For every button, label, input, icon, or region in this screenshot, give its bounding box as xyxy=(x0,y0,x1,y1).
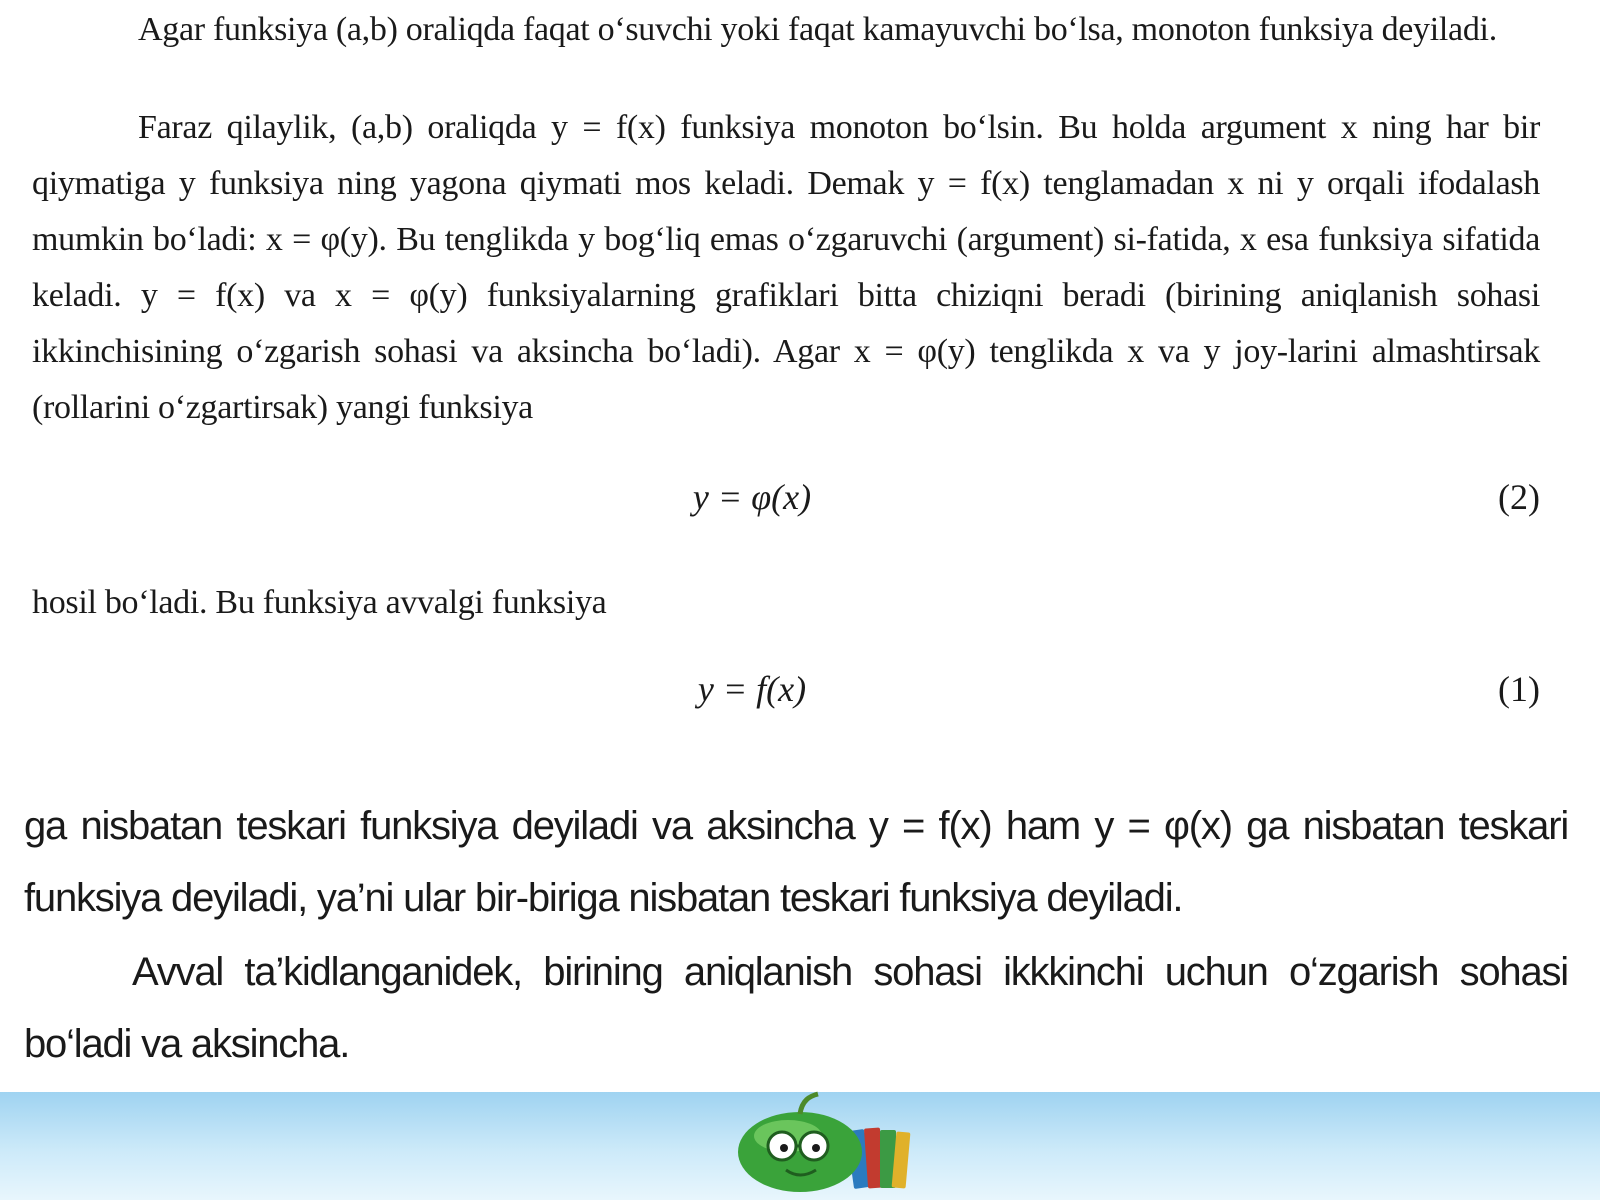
paragraph-inverse-derivation: Faraz qilaylik, (a,b) oraliqda y = f(x) funksiya monoton bo‘lsin. Bu holda argument x ning har bir qiymatiga y funksiya ning yagona qiymati mos keladi. Demak y = f(x) tenglamadan x ni y orqali ifodalash mumkin bo‘ladi: x = φ(y). Bu tenglikda y bog‘liq emas o‘zgaruvchi (argument) si-fatida, x esa funksiya sifatida keladi. y = f(x) va x = φ(y) funksiyalarning grafiklari bitta chiziqni beradi (birining aniqlanish sohasi ikkinchisining o‘zgarish sohasi va aksincha bo‘ladi). Agar x = φ(y) tenglikda x va y joy-larini almashtirsak (rollarini o‘zgartirsak) yangi funksiya xyxy=(32,109,1540,426)
equation-row-2 xyxy=(32,476,1540,532)
paragraph-monotone-definition: Agar funksiya (a,b) oraliqda faqat o‘suvchi yoki faqat kamayuvchi bo‘lsa, monoton funksiya deyiladi. xyxy=(138,11,1497,48)
equation-number-1: (1) xyxy=(1498,669,1540,709)
equation-y-f-x: y = f(x) xyxy=(697,669,807,709)
equation-number-2: (2) xyxy=(1498,477,1540,517)
equation-y-phi-x: y = φ(x) xyxy=(692,477,812,517)
paragraph-domain-range-note: Avval ta’kidlanganidek, birining aniqlanish sohasi ikkkinchi uchun o‘zgarish sohasi bo‘ladi va aksincha. xyxy=(24,950,1568,1066)
paragraph-inverse-statement: ga nisbatan teskari funksiya deyiladi va aksincha y = f(x) ham y = φ(x) ga nisbatan teskari funksiya deyiladi, ya’ni ular bir-biriga nisbatan teskari funksiya deyiladi. xyxy=(24,804,1568,920)
green-apple-mascot-icon xyxy=(730,1090,920,1200)
equation-row-1 xyxy=(32,668,1540,724)
paragraph-hosil: hosil bo‘ladi. Bu funksiya avvalgi funksiya xyxy=(32,584,607,621)
